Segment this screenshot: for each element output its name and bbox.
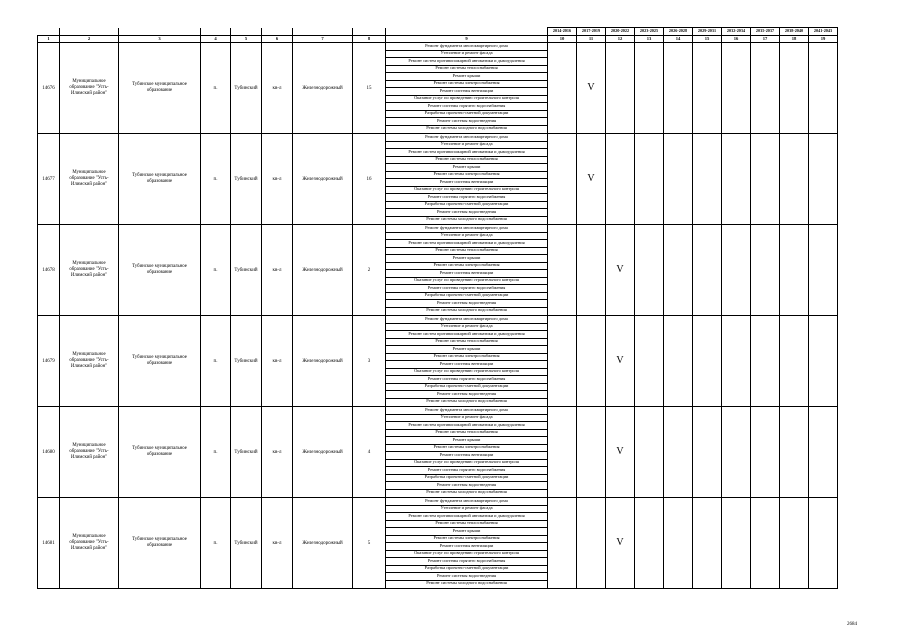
period-cell	[635, 498, 664, 589]
year-header-cell: 2014-2016	[548, 28, 577, 36]
work-item: Ремонт системы электроснабжения	[386, 536, 547, 544]
period-cell	[809, 316, 838, 407]
header-blank-cell	[201, 28, 231, 36]
work-item: Ремонт системы теплоснабжения	[386, 248, 547, 256]
row-id-cell: 14681	[38, 498, 60, 589]
house-number-cell: 2	[353, 225, 386, 316]
period-cell	[722, 316, 751, 407]
table-row	[38, 43, 838, 134]
column-number-cell: 19	[809, 36, 838, 43]
work-item: Утепление и ремонт фасада	[386, 324, 547, 332]
work-item: Разработка проектно-сметной документации	[386, 475, 547, 483]
period-cell	[693, 498, 722, 589]
period-cell	[780, 134, 809, 225]
column-number-cell: 15	[693, 36, 722, 43]
work-item: Ремонт системы вентиляции	[386, 361, 547, 369]
period-cell	[693, 407, 722, 498]
work-item: Утепление и ремонт фасада	[386, 51, 547, 59]
work-item: Ремонт системы водоотведения	[386, 482, 547, 490]
column-number-cell: 3	[119, 36, 201, 43]
work-item: Ремонт системы вентиляции	[386, 179, 547, 187]
work-item: Ремонт системы горячего водоснабжения	[386, 467, 547, 475]
column-number-cell: 11	[577, 36, 606, 43]
work-item: Ремонт систем противопожарной автоматики и дымоудаления	[386, 422, 547, 430]
period-cell	[664, 498, 693, 589]
table-row	[38, 225, 838, 316]
work-items-cell	[386, 498, 548, 589]
page-number: 2684	[847, 622, 857, 627]
scheduled-period-mark: V	[606, 498, 635, 589]
work-item: Ремонт системы теплоснабжения	[386, 157, 547, 165]
period-cell	[751, 225, 780, 316]
work-items-cell	[386, 43, 548, 134]
column-number-cell: 16	[722, 36, 751, 43]
work-item: Ремонт системы теплоснабжения	[386, 339, 547, 347]
work-item: Ремонт крыши	[386, 528, 547, 536]
work-item: Ремонт системы водоотведения	[386, 391, 547, 399]
column-number-cell: 18	[780, 36, 809, 43]
work-item: Разработка проектно-сметной документации	[386, 384, 547, 392]
work-item: Ремонт фундамента многоквартирного дома	[386, 316, 547, 324]
period-cell	[751, 498, 780, 589]
header-blank-cell	[231, 28, 262, 36]
column-number-cell: 9	[386, 36, 548, 43]
period-cell	[577, 316, 606, 407]
work-item: Разработка проектно-сметной документации	[386, 566, 547, 574]
scheduled-period-mark: V	[606, 225, 635, 316]
work-items-cell	[386, 316, 548, 407]
work-item: Ремонт системы горячего водоснабжения	[386, 376, 547, 384]
work-item: Утепление и ремонт фасада	[386, 506, 547, 514]
period-cell	[548, 134, 577, 225]
header-blank-cell	[262, 28, 293, 36]
work-item: Ремонт фундамента многоквартирного дома	[386, 134, 547, 142]
locality-type-cell: п.	[201, 43, 231, 134]
house-number-cell: 4	[353, 407, 386, 498]
period-cell	[548, 498, 577, 589]
work-item: Ремонт крыши	[386, 73, 547, 81]
period-cell	[780, 407, 809, 498]
year-header-cell: 2026-2028	[664, 28, 693, 36]
column-number-cell: 10	[548, 36, 577, 43]
locality-cell: Тубинский	[231, 316, 262, 407]
column-number-cell: 6	[262, 36, 293, 43]
work-item: Ремонт системы водоотведения	[386, 300, 547, 308]
period-cell	[548, 316, 577, 407]
work-item: Ремонт системы холодного водоснабжения	[426, 398, 507, 403]
period-cell	[577, 225, 606, 316]
year-header-cell: 2032-2034	[722, 28, 751, 36]
period-cell	[693, 225, 722, 316]
column-number-cell: 14	[664, 36, 693, 43]
work-item: Оказание услуг по проведению строительного контроля	[386, 187, 547, 195]
work-item: Ремонт системы горячего водоснабжения	[386, 194, 547, 202]
work-item: Ремонт систем противопожарной автоматики и дымоудаления	[386, 149, 547, 157]
house-number-cell: 5	[353, 498, 386, 589]
work-item: Ремонт системы вентиляции	[386, 543, 547, 551]
work-item: Оказание услуг по проведению строительного контроля	[386, 96, 547, 104]
work-item: Ремонт системы холодного водоснабжения	[426, 580, 507, 585]
work-item: Ремонт систем противопожарной автоматики и дымоудаления	[386, 331, 547, 339]
house-number-cell: 15	[353, 43, 386, 134]
house-number-cell: 3	[353, 316, 386, 407]
scheduled-period-mark: V	[606, 407, 635, 498]
header-blank-cell	[119, 28, 201, 36]
period-cell	[780, 498, 809, 589]
header-blank-cell	[293, 28, 353, 36]
period-cell	[606, 134, 635, 225]
period-cell	[693, 43, 722, 134]
period-cell	[751, 316, 780, 407]
work-items-cell	[386, 407, 548, 498]
work-item: Оказание услуг по проведению строительного контроля	[386, 551, 547, 559]
street-type-cell: кв-л	[262, 134, 293, 225]
column-number-cell: 12	[606, 36, 635, 43]
period-cell	[664, 134, 693, 225]
work-item: Ремонт крыши	[386, 437, 547, 445]
work-item: Ремонт фундамента многоквартирного дома	[386, 43, 547, 51]
work-item: Ремонт систем противопожарной автоматики и дымоудаления	[386, 58, 547, 66]
period-cell	[780, 43, 809, 134]
header-blank-cell	[353, 28, 386, 36]
work-item: Ремонт системы электроснабжения	[386, 445, 547, 453]
table-row	[38, 407, 838, 498]
year-header-cell: 2035-2037	[751, 28, 780, 36]
period-cell	[722, 407, 751, 498]
column-number-cell: 2	[60, 36, 119, 43]
street-type-cell: кв-л	[262, 316, 293, 407]
period-cell	[722, 498, 751, 589]
work-item: Ремонт системы водоотведения	[386, 209, 547, 217]
work-item: Разработка проектно-сметной документации	[386, 293, 547, 301]
period-cell	[577, 498, 606, 589]
work-item: Ремонт фундамента многоквартирного дома	[386, 498, 547, 506]
work-item: Утепление и ремонт фасада	[386, 233, 547, 241]
work-item: Ремонт системы холодного водоснабжения	[426, 216, 507, 221]
work-item: Ремонт системы холодного водоснабжения	[426, 489, 507, 494]
municipality-cell: Муниципальное образование "Усть-Илимский район"	[60, 43, 119, 134]
period-cell	[606, 43, 635, 134]
header-blank-cell	[38, 28, 60, 36]
period-cell	[809, 407, 838, 498]
year-header-row	[38, 28, 838, 36]
capital-repair-table	[37, 27, 838, 589]
locality-type-cell: п.	[201, 498, 231, 589]
house-number-cell: 16	[353, 134, 386, 225]
period-cell	[693, 316, 722, 407]
period-cell	[635, 316, 664, 407]
locality-cell: Тубинский	[231, 498, 262, 589]
work-item: Разработка проектно-сметной документации	[386, 111, 547, 119]
row-id-cell: 14680	[38, 407, 60, 498]
work-item: Ремонт системы теплоснабжения	[386, 521, 547, 529]
work-item: Ремонт систем противопожарной автоматики и дымоудаления	[386, 240, 547, 248]
period-cell	[664, 316, 693, 407]
column-number-cell: 13	[635, 36, 664, 43]
work-item: Оказание услуг по проведению строительного контроля	[386, 460, 547, 468]
work-item: Ремонт системы горячего водоснабжения	[386, 558, 547, 566]
settlement-cell: Тубинское муниципальное образование	[119, 407, 201, 498]
municipality-cell: Муниципальное образование "Усть-Илимский район"	[60, 498, 119, 589]
row-id-cell: 14677	[38, 134, 60, 225]
period-cell	[780, 225, 809, 316]
settlement-cell: Тубинское муниципальное образование	[119, 225, 201, 316]
street-type-cell: кв-л	[262, 498, 293, 589]
work-item: Ремонт системы водоотведения	[386, 118, 547, 126]
work-item: Ремонт крыши	[386, 255, 547, 263]
header-blank-cell	[60, 28, 119, 36]
row-id-cell: 14678	[38, 225, 60, 316]
period-cell	[722, 225, 751, 316]
locality-cell: Тубинский	[231, 134, 262, 225]
street-type-cell: кв-л	[262, 407, 293, 498]
municipality-cell: Муниципальное образование "Усть-Илимский район"	[60, 316, 119, 407]
period-cell	[751, 134, 780, 225]
work-item: Ремонт системы электроснабжения	[386, 263, 547, 271]
row-id-cell: 14679	[38, 316, 60, 407]
street-cell: Железнодорожный	[293, 225, 353, 316]
period-cell	[809, 225, 838, 316]
scheduled-period-mark: V	[606, 316, 635, 407]
street-cell: Железнодорожный	[293, 316, 353, 407]
work-item: Ремонт системы электроснабжения	[386, 354, 547, 362]
column-number-cell: 4	[201, 36, 231, 43]
municipality-cell: Муниципальное образование "Усть-Илимский район"	[60, 225, 119, 316]
table-row	[38, 498, 838, 589]
period-cell	[693, 134, 722, 225]
row-id-cell: 14676	[38, 43, 60, 134]
street-type-cell: кв-л	[262, 225, 293, 316]
work-item: Оказание услуг по проведению строительного контроля	[386, 278, 547, 286]
period-cell	[664, 43, 693, 134]
column-number-cell: 8	[353, 36, 386, 43]
work-item: Ремонт системы горячего водоснабжения	[386, 285, 547, 293]
period-cell	[548, 225, 577, 316]
settlement-cell: Тубинское муниципальное образование	[119, 43, 201, 134]
street-cell: Железнодорожный	[293, 407, 353, 498]
scheduled-period-mark: V	[577, 134, 606, 225]
work-item: Ремонт крыши	[386, 164, 547, 172]
street-cell: Железнодорожный	[293, 134, 353, 225]
year-header-cell: 2020-2022	[606, 28, 635, 36]
year-header-cell: 2017-2019	[577, 28, 606, 36]
period-cell	[809, 43, 838, 134]
work-item: Ремонт системы электроснабжения	[386, 81, 547, 89]
period-cell	[751, 407, 780, 498]
period-cell	[809, 498, 838, 589]
settlement-cell: Тубинское муниципальное образование	[119, 134, 201, 225]
work-item: Утепление и ремонт фасада	[386, 142, 547, 150]
work-item: Ремонт системы вентиляции	[386, 270, 547, 278]
locality-type-cell: п.	[201, 225, 231, 316]
work-item: Ремонт системы водоотведения	[386, 573, 547, 581]
scheduled-period-mark: V	[577, 43, 606, 134]
locality-type-cell: п.	[201, 407, 231, 498]
work-item: Ремонт системы вентиляции	[386, 88, 547, 96]
period-cell	[751, 43, 780, 134]
work-item: Ремонт системы холодного водоснабжения	[426, 307, 507, 312]
year-header-cell: 2029-2031	[693, 28, 722, 36]
period-cell	[635, 134, 664, 225]
work-item: Ремонт системы горячего водоснабжения	[386, 103, 547, 111]
year-header-cell: 2041-2043	[809, 28, 838, 36]
column-number-cell: 7	[293, 36, 353, 43]
settlement-cell: Тубинское муниципальное образование	[119, 316, 201, 407]
table-row	[38, 316, 838, 407]
period-cell	[548, 43, 577, 134]
street-type-cell: кв-л	[262, 43, 293, 134]
period-cell	[809, 134, 838, 225]
period-cell	[635, 225, 664, 316]
locality-type-cell: п.	[201, 134, 231, 225]
work-items-cell	[386, 225, 548, 316]
period-cell	[664, 407, 693, 498]
period-cell	[664, 225, 693, 316]
work-item: Ремонт системы теплоснабжения	[386, 66, 547, 74]
work-item: Ремонт системы вентиляции	[386, 452, 547, 460]
work-item: Разработка проектно-сметной документации	[386, 202, 547, 210]
column-number-row	[38, 36, 838, 43]
work-item: Ремонт фундамента многоквартирного дома	[386, 407, 547, 415]
locality-cell: Тубинский	[231, 43, 262, 134]
period-cell	[635, 407, 664, 498]
year-header-cell: 2023-2025	[635, 28, 664, 36]
period-cell	[722, 43, 751, 134]
column-number-cell: 17	[751, 36, 780, 43]
street-cell: Железнодорожный	[293, 43, 353, 134]
locality-cell: Тубинский	[231, 225, 262, 316]
work-item: Ремонт систем противопожарной автоматики и дымоудаления	[386, 513, 547, 521]
work-item: Оказание услуг по проведению строительного контроля	[386, 369, 547, 377]
header-blank-cell	[386, 28, 548, 36]
table-row	[38, 134, 838, 225]
work-item: Утепление и ремонт фасада	[386, 415, 547, 423]
work-item: Ремонт системы холодного водоснабжения	[426, 125, 507, 130]
settlement-cell: Тубинское муниципальное образование	[119, 498, 201, 589]
column-number-cell: 5	[231, 36, 262, 43]
period-cell	[577, 407, 606, 498]
period-cell	[635, 43, 664, 134]
period-cell	[722, 134, 751, 225]
municipality-cell: Муниципальное образование "Усть-Илимский район"	[60, 407, 119, 498]
work-item: Ремонт системы теплоснабжения	[386, 430, 547, 438]
work-item: Ремонт крыши	[386, 346, 547, 354]
period-cell	[548, 407, 577, 498]
year-header-cell: 2038-2040	[780, 28, 809, 36]
work-item: Ремонт системы электроснабжения	[386, 172, 547, 180]
period-cell	[780, 316, 809, 407]
municipality-cell: Муниципальное образование "Усть-Илимский район"	[60, 134, 119, 225]
locality-cell: Тубинский	[231, 407, 262, 498]
work-item: Ремонт фундамента многоквартирного дома	[386, 225, 547, 233]
column-number-cell: 1	[38, 36, 60, 43]
work-items-cell	[386, 134, 548, 225]
locality-type-cell: п.	[201, 316, 231, 407]
street-cell: Железнодорожный	[293, 498, 353, 589]
